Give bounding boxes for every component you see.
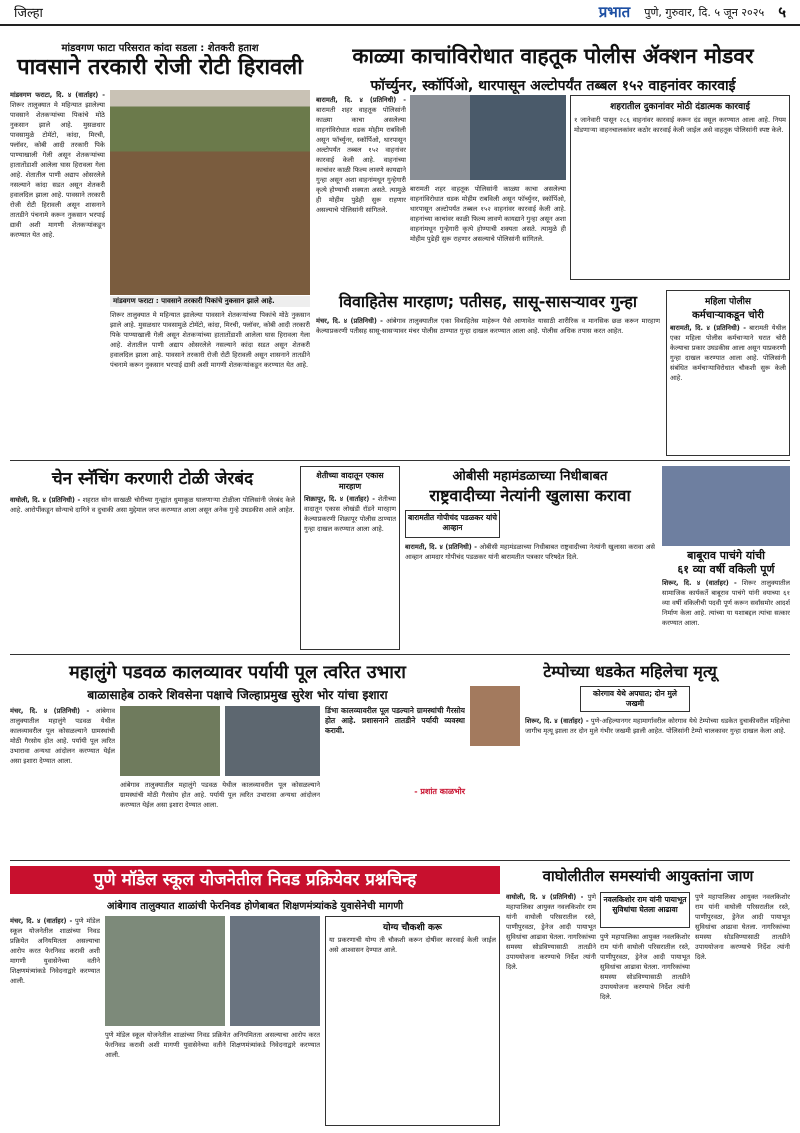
a4-box: [666, 290, 790, 456]
a7-box: बारामतीत गोपीचंद पडळकर यांचे आव्हान: [405, 510, 500, 538]
a7-dateline: बारामती, दि. ४ (प्रतिनिधी) -: [405, 543, 478, 551]
a11-dateline: मंचर, दि. ४ (वार्ताहर) -: [10, 917, 73, 925]
a1-headline: पावसाने तरकारी रोजी रोटी हिरावली: [17, 55, 303, 80]
a10-text: पुणे-अहिल्यानगर महामार्गावरील कोरगाव येथे टेम्पोच्या धडकेत दुचाकीवरील महिलेचा जागीच मृत्यू झाला तर दोन मुले गंभीर जखमी झाली आहेत. पोलिसांनी टेम्पो चालकावर गुन्हा दाखल केला आहे.: [525, 717, 790, 735]
a3-text: आंबेगाव तालुक्यातील एका विवाहितेस माहेरून पैसे आणावेत यासाठी शारीरिक व मानसिक छळ करून मारहाण केल्याप्रकरणी पतीसह सासू-सासऱ्यावर मंचर पोलीस ठाण्यात गुन्हा दाखल करण्यात आला आहे. पोलीस अधिक तपास करत आहेत.: [316, 317, 660, 335]
a2-box: [570, 95, 790, 280]
divider-3: [10, 860, 790, 861]
a9-text-cont: आंबेगाव तालुक्यातील महालुंगे पडवळ येथील कालव्यावरील पूल कोसळल्याने ग्रामस्थांची मोठी गैरसोय होत आहे. पर्यायी पूल त्वरित उभारावा अन्यथा आंदोलन करण्यात येईल असा इशारा देण्यात आला.: [120, 781, 320, 809]
a11-text: पुणे मॉडेल स्कूल योजनेतील शाळांच्या निवड प्रक्रियेत अनियमितता असल्याचा आरोप करत फेरनिवड करावी अशी मागणी युवासेनेच्या वतीने शिक्षणमंत्र्यांकडे निवेदनाद्वारे करण्यात आली.: [10, 917, 100, 985]
a2-box-title: शहरातील दुकानांवर मोठी दंडात्मक कारवाई: [610, 102, 750, 112]
a11-headline: पुणे मॉडेल स्कूल योजनेतील निवड प्रक्रियेवर प्रश्नचिन्ह: [10, 866, 500, 894]
a12-text: पुणे महापालिका आयुक्त नवलकिशोर राम यांनी वाघोली परिसरातील रस्ते, पाणीपुरवठा, ड्रेनेज आदी पायाभूत सुविधांचा आढावा घेतला. नागरिकांच्या समस्या सोडविण्यासाठी तातडीने उपाययोजना करण्याचे निर्देश त्यांनी दिले.: [506, 893, 596, 971]
a12-body: [506, 892, 596, 1126]
a9-dateline: मंचर, दि. ४ (प्रतिनिधी) -: [10, 707, 90, 715]
a2-text-cont: बारामती शहर वाहतूक पोलिसांनी काळ्या काचा असलेल्या वाहनांविरोधात धडक मोहीम राबविली असून फॉर्च्युनर, स्कॉर्पिओ, थारपासून अल्टोपर्यंत तब्बल १५२ वाहनांवर कारवाई केली आहे. वाहनांच्या काचांवर काळी फिल्म लावणे कायद्याने गुन्हा असून अशा वाहनांमधून गुन्हेगारी कृत्ये होण्याची शक्यता असते. त्यामुळे ही मोहीम पुढेही सुरू राहणार असल्याचे पोलिसांनी सांगितले.: [410, 185, 566, 243]
a12-dateline: वाघोली, दि. ४ (प्रतिनिधी) -: [506, 893, 584, 901]
a12-box: नवलकिशोर राम यांनी पायाभूत सुविधांचा घेतला आढावा: [600, 892, 690, 928]
a8-headline-2: ६१ व्या वर्षी वकिली पूर्ण: [677, 563, 775, 576]
a5-headline: चेन स्नॅचिंग करणारी टोळी जेरबंद: [51, 469, 254, 489]
a4-dateline: बारामती, दि. ४ (प्रतिनिधी) -: [670, 324, 746, 332]
a6-box: [300, 466, 400, 650]
a11-box-title: योग्य चौकशी करू: [383, 923, 442, 933]
a10-headline: टेम्पोच्या धडकेत महिलेचा मृत्यू: [543, 662, 717, 681]
a7-headline: राष्ट्रवादीच्या नेत्यांनी खुलासा करावा: [429, 486, 631, 505]
a2-body-cont: [410, 184, 566, 280]
a10-photo: [470, 686, 520, 746]
a3-headline: विवाहितेस मारहाण; पतीसह, सासू-सासऱ्यावर गुन्हा: [339, 292, 637, 311]
a1-text-cont: शिरूर तालुक्यात मे महिन्यात झालेल्या पावसाने शेतकऱ्यांच्या पिकांचे मोठे नुकसान झाले आहे. मुसळधार पावसामुळे टोमॅटो, कांदा, मिरची, फ्लॉवर, कोबी आदी तरकारी पिके पाण्याखाली गेली असून शेतकऱ्यांच्या हातातोंडाशी आलेला घास हिरावला गेला आहे. शेतातील पाणी अद्याप ओसरलेले नसल्याने कांदा सडत असून शेतकरी हवालदिल झाला आहे. पावसाने तरकारी रोजी रोटी हिरावली असून शासनाने तातडीने पंचनामे करून नुकसान भरपाई द्यावी अशी मागणी शेतकऱ्यांकडून करण्यात येत आहे.: [110, 311, 310, 369]
a11-box: [325, 916, 500, 1126]
a11-body: [10, 916, 100, 1126]
a11-body-cont: [105, 1030, 320, 1126]
a6-text: शेतीच्या वादातून एकास लोखंडी रॉडने मारहाण केल्याप्रकरणी शिक्रापूर पोलीस ठाण्यात गुन्हा दाखल करण्यात आला आहे.: [304, 495, 396, 533]
a2-text: बारामती शहर वाहतूक पोलिसांनी काळ्या काचा असलेल्या वाहनांविरोधात धडक मोहीम राबविली असून फॉर्च्युनर, स्कॉर्पिओ, थारपासून अल्टोपर्यंत तब्बल १५२ वाहनांवर कारवाई केली आहे. वाहनांच्या काचांवर काळी फिल्म लावणे कायद्याने गुन्हा असून अशा वाहनांमधून गुन्हेगारी कृत्ये होण्याची शक्यता असते. त्यामुळे ही मोहीम पुढेही सुरू राहणार असल्याचे पोलिसांनी सांगितले.: [316, 106, 406, 214]
a10-body: [525, 716, 790, 856]
a11-photo-2: [230, 916, 320, 1026]
a12-body-cont: [600, 932, 690, 1126]
a10-dateline: शिरूर, दि. ४ (वार्ताहर) -: [525, 717, 589, 725]
a4-headline: कर्मचाऱ्याकडून चोरी: [692, 310, 764, 321]
a9-body: [10, 706, 115, 856]
a9-text: आंबेगाव तालुक्यातील महालुंगे पडवळ येथील कालव्यावरील पूल कोसळल्याने ग्रामस्थांची मोठी गैरसोय होत आहे. पर्यायी पूल त्वरित उभारावा अन्यथा आंदोलन करण्यात येईल असा इशारा देण्यात आला.: [10, 707, 115, 765]
a12-headline: वाघोलीतील समस्यांची आयुक्तांना जाण: [542, 867, 754, 885]
a11-text-cont: पुणे मॉडेल स्कूल योजनेतील शाळांच्या निवड प्रक्रियेत अनियमितता असल्याचा आरोप करत फेरनिवड करावी अशी मागणी युवासेनेच्या वतीने शिक्षणमंत्र्यांकडे निवेदनाद्वारे करण्यात आली.: [105, 1031, 320, 1059]
a6-headline: शेतीच्या वादातून एकास मारहाण: [316, 471, 384, 491]
a8-dateline: शिरूर, दि. ४ (वार्ताहर) -: [662, 579, 737, 587]
a2-photo-2: [470, 95, 566, 180]
a7-body: [405, 542, 655, 650]
a9-quote: [325, 706, 465, 856]
a1-photo: [110, 90, 310, 295]
a4-body: [670, 323, 786, 453]
dateline: पुणे, गुरुवार, दि. ५ जून २०२५: [644, 5, 765, 19]
a6-body: [304, 494, 396, 644]
a5-body: [10, 495, 295, 650]
divider-1: [10, 460, 790, 461]
a9-quote-by: - प्रशांत काळभोर: [414, 787, 465, 796]
a4-text: बारामती येथील एका महिला पोलीस कर्मचाऱ्याने घरात चोरी केल्याचा प्रकार उघडकीस आला असून याप्रकरणी गुन्हा दाखल करण्यात आला आहे. पोलिसांनी संबंधित कर्मचाऱ्याविरोधात चौकशी सुरू केली आहे.: [670, 324, 786, 382]
a1-kicker: मांडवगण फाटा परिसरात कांदा सडला : शेतकरी हताश: [61, 43, 259, 54]
a1-dateline: मांडवगण फराटा, दि. ४ (वार्ताहर) -: [10, 91, 105, 99]
a9-body-cont: [120, 780, 320, 856]
a2-dateline: बारामती, दि. ४ (प्रतिनिधी) -: [316, 96, 406, 104]
a5-dateline: वाघोली, दि. ४ (प्रतिनिधी) -: [10, 496, 81, 504]
a1-text: शिरूर तालुक्यात मे महिन्यात झालेल्या पावसाने शेतकऱ्यांच्या पिकांचे मोठे नुकसान झाले आहे. मुसळधार पावसामुळे टोमॅटो, कांदा, मिरची, फ्लॉवर, कोबी आदी तरकारी पिके पाण्याखाली गेली असून शेतकऱ्यांच्या हातातोंडाशी आलेला घास हिरावला गेला आहे. शेतातील पाणी अद्याप ओसरलेले नसल्याने कांदा सडत असून शेतकरी हवालदिल झाला आहे. पावसाने तरकारी रोजी रोटी हिरावली असून शासनाने तातडीने पंचनामे करून नुकसान भरपाई द्यावी अशी मागणी शेतकऱ्यांकडून करण्यात येत आहे.: [10, 101, 105, 239]
a3-dateline: मंचर, दि. ४ (प्रतिनिधी) -: [316, 317, 383, 325]
a1-caption: मांडवगण फराटा : पावसाने तरकारी पिकांचे नुकसान झाले आहे.: [110, 296, 310, 307]
a10-box: कोरगाव येथे अपघात; दोन मुले जखमी: [580, 686, 690, 712]
page-header: [0, 0, 800, 26]
a2-subhead: फॉर्च्युनर, स्कॉर्पिओ, थारपासून अल्टोपर्यंत तब्बल १५२ वाहनांवर कारवाई: [370, 78, 736, 94]
a9-photo-1: [120, 706, 220, 776]
a9-headline: महालुंगे पडवळ कालव्यावर पर्यायी पूल त्वरित उभारा: [69, 662, 406, 683]
a11-subhead: आंबेगाव तालुक्यात शाळांची फेरनिवड होणेबाबत शिक्षणमंत्र्यांकडे युवासेनेची मागणी: [106, 901, 404, 912]
a11-box-text: या प्रकरणाची योग्य ती चौकशी करून दोषींवर कारवाई केली जाईल असे आश्वासन देण्यात आले.: [329, 936, 496, 954]
a7-kicker: ओबीसी महामंडळाच्या निधीबाबत: [452, 469, 608, 484]
newspaper-logo: प्रभात: [598, 3, 631, 21]
a12-body-cont-2: [695, 892, 790, 1126]
a2-headline: काळ्या काचांविरोधात वाहतूक पोलीस ॲक्शन मोडवर: [316, 40, 790, 72]
a8-photo: [662, 466, 790, 546]
page-number: ५: [778, 3, 786, 21]
a2-box-text: १ जानेवारी पासून २८६ वाहनांवर कारवाई करून दंड वसूल करण्यात आला आहे. नियम मोडणाऱ्या वाहनचालकांवर कठोर कारवाई केली जाईल असे वाहतूक पोलिसांनी स्पष्ट केले.: [574, 116, 786, 134]
divider-2: [10, 654, 790, 655]
a5-text: शहरात सोन साखळी चोरीच्या गुन्ह्यांत धुमाकूळ घालणाऱ्या टोळीला पोलिसांनी जेरबंद केले आहे. आरोपींकडून सोन्याचे दागिने व दुचाकी असा मुद्देमाल जप्त करण्यात आला असून अनेक गुन्हे उघडकीस आले आहेत.: [10, 496, 295, 514]
a12-text-cont-2: पुणे महापालिका आयुक्त नवलकिशोर राम यांनी वाघोली परिसरातील रस्ते, पाणीपुरवठा, ड्रेनेज आदी पायाभूत सुविधांचा आढावा घेतला. नागरिकांच्या समस्या सोडविण्यासाठी तातडीने उपाययोजना करण्याचे निर्देश त्यांनी दिले.: [695, 893, 790, 961]
a6-dateline: शिक्रापूर, दि. ४ (वार्ताहर) -: [304, 495, 376, 503]
section-label: जिल्हा: [14, 6, 43, 21]
a9-photo-2: [225, 706, 320, 776]
a8-headline: बाबूराव पाचंगे यांची: [687, 549, 765, 562]
a8-body: [662, 578, 790, 650]
a12-text-cont: पुणे महापालिका आयुक्त नवलकिशोर राम यांनी वाघोली परिसरातील रस्ते, पाणीपुरवठा, ड्रेनेज आदी पायाभूत सुविधांचा आढावा घेतला. नागरिकांच्या समस्या सोडविण्यासाठी तातडीने उपाययोजना करण्याचे निर्देश त्यांनी दिले.: [600, 933, 690, 1001]
a2-body: [316, 95, 406, 280]
a9-subhead: बाळासाहेब ठाकरे शिवसेना पक्षाचे जिल्हाप्रमुख सुरेश भोर यांचा इशारा: [87, 688, 388, 702]
a11-photo-1: [105, 916, 225, 1026]
a8-text: शिरूर तालुक्यातील सामाजिक कार्यकर्ते बाबूराव पाचंगे यांनी वयाच्या ६१ व्या वर्षी वकिलीची पदवी पूर्ण करून सर्वांसमोर आदर्श निर्माण केला आहे. त्यांच्या या यशाबद्दल त्यांचा सत्कार करण्यात आला.: [662, 579, 790, 627]
a3-body: [316, 316, 660, 456]
a1-body: [10, 90, 105, 508]
a7-text: ओबीसी महामंडळाच्या निधीबाबत राष्ट्रवादीच्या नेत्यांनी खुलासा करावा असे आव्हान आमदार गोपीचंद पडळकर यांनी बारामतीत पत्रकार परिषदेत दिले.: [405, 543, 655, 561]
a4-kicker: महिला पोलीस: [704, 297, 752, 307]
a9-quote-text: डिंभा कालव्यावरील पूल पडल्याने ग्रामस्थांची गैरसोय होत आहे. प्रशासनाने तातडीने पर्यायी व्यवस्था करावी.: [325, 706, 465, 735]
